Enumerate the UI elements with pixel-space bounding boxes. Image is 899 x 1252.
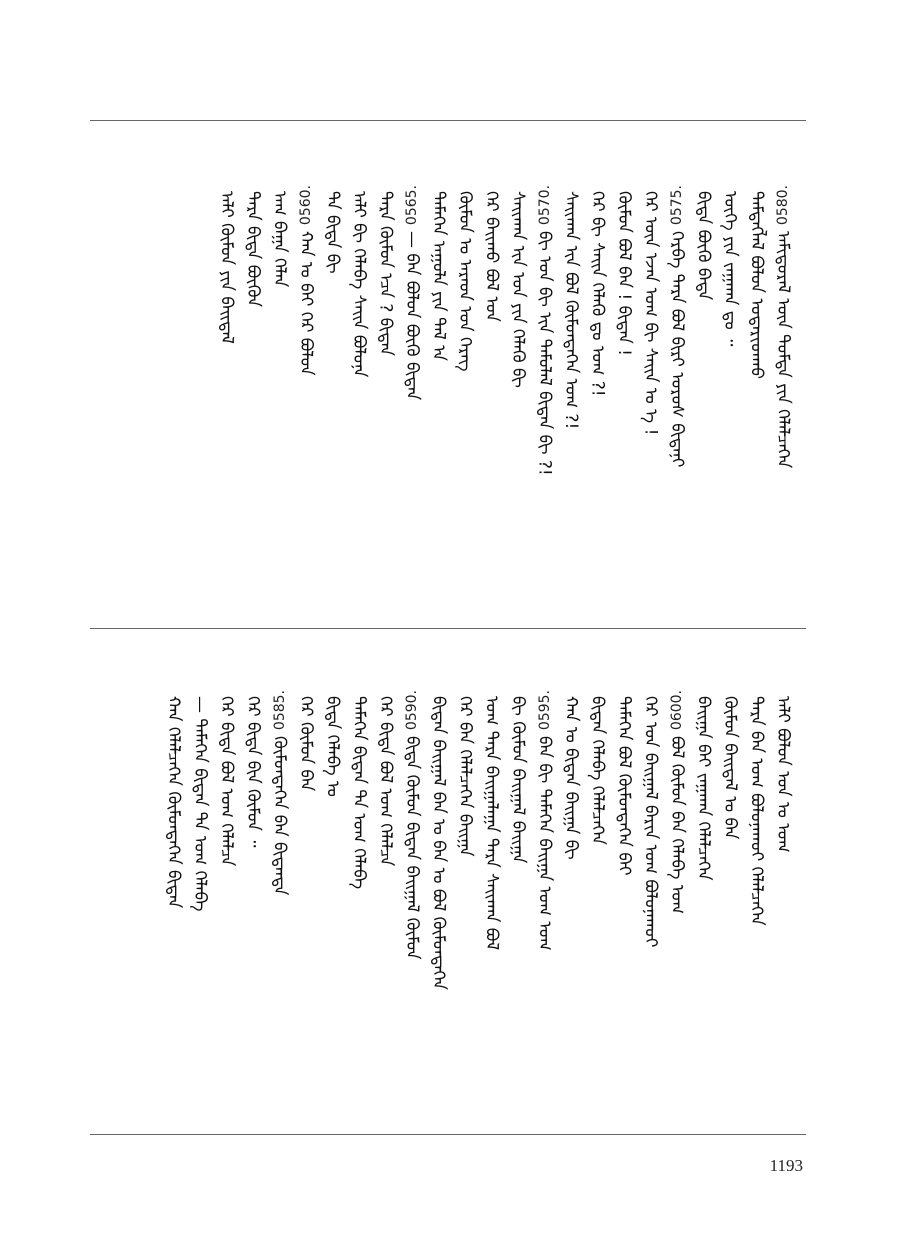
verse-line bbox=[585, 690, 611, 1110]
verse-line bbox=[346, 690, 372, 1110]
line-number: 0570. bbox=[536, 185, 553, 226]
verse-line bbox=[373, 690, 399, 1110]
middle-rule bbox=[90, 628, 806, 629]
verse-line bbox=[214, 690, 240, 1110]
line-number: 0575. bbox=[669, 185, 685, 226]
verse-line bbox=[426, 690, 452, 1110]
line-number: 0600. bbox=[669, 690, 685, 731]
top-rule bbox=[90, 120, 806, 121]
verse-line bbox=[505, 185, 531, 605]
verse-line bbox=[399, 690, 425, 1110]
verse-line bbox=[452, 690, 478, 1110]
verse-line bbox=[373, 185, 399, 605]
verse-line bbox=[161, 690, 187, 1110]
verse-text: ᠪᠢᠳᠡ ᠪᠦᠬᠦ ᠪᠠᠳᠠ bbox=[693, 191, 714, 301]
verse-text: ᠠᠯᠢ ᠬᠦᠮᠦᠨ ᠶᠢᠨ ᠪᠠᠢᠳᠠᠯ bbox=[216, 191, 237, 344]
verse-line bbox=[293, 185, 319, 605]
verse-line bbox=[744, 690, 770, 1110]
verse-text: ᠪᠢᠳᠡᠨ ᠬᠡᠯᠡᠪᠡ ᠬᠡᠯᠡᠯᠴᠡᠭᠡᠨ bbox=[587, 696, 608, 845]
verse-text: ᠪᠣᠯ ᠬᠦᠮᠦᠨ ᠪᠠᠨ ᠬᠡᠯᠡᠪᠡ ᠤᠬ bbox=[667, 736, 687, 915]
verse-text: ᠬᠡᠷᠪᠡ ᠲᠡᠷᠡ ᠪᠣᠯ ᠪᠢᠷᠢ ᠤᠷᠤᠰ ᠪᠢᠳᠡᠨᠢ bbox=[667, 231, 687, 468]
verse-line bbox=[479, 185, 505, 605]
bottom-rule bbox=[90, 1134, 806, 1135]
verse-text: — ᠲᠡᠮᠡᠭᠡᠨ ᠪᠢᠳᠡᠨ ᠲᠡ ᠤᠬ ᠬᠡᠯᠡᠪᠡ bbox=[190, 696, 210, 912]
line-number: 0595. bbox=[536, 690, 553, 731]
verse-line bbox=[611, 185, 637, 605]
verse-text: ᠪᠠᠢᠭᠠ ᠪᠠᠢ ᠵᠠᠭᠠᠬᠠ ᠬᠡᠯᠡᠯᠴᠡᠭᠡᠨ bbox=[693, 696, 714, 881]
verse-line bbox=[293, 690, 319, 1110]
verse-line bbox=[346, 185, 372, 605]
line-number: 0580. bbox=[775, 185, 791, 226]
verse-text: ᠬᠦᠮᠦᠨ ᠤ ᠠᠷᠠᠳ ᠤᠨ ᠬᠡᠷᠡᠭ bbox=[455, 191, 475, 372]
verse-text: ᠭᠡᠷ ᠤᠨ ᠪᠠᠢᠭᠠᠯ ᠪᠠᠷᠢᠨ ᠤᠬ ᠪᠣᠯᠤᠨᠠᠬᠤᠢ bbox=[640, 696, 661, 948]
verse-line bbox=[532, 690, 558, 1110]
verse-text: ᠭᠡᠷ ᠪᠢᠳᠡ ᠪᠣᠯ ᠤᠬ ᠬᠡᠯᠡᠯᠴᠡ bbox=[216, 696, 237, 867]
verse-text: ᠤᠬ ᠲᠡᠷᠡ ᠪᠠᠢᠭᠠᠯᠠᠭᠠ ᠲᠡᠷᠡ ᠰᠠᠢᠬᠠᠨ ᠪᠣᠯ bbox=[481, 696, 502, 951]
verse-text: ᠲᠡᠷᠡ ᠪᠢᠳᠡ ᠪᠦᠬᠦᠨ bbox=[243, 191, 263, 308]
verse-text: ᠭᠡᠷ ᠪᠢᠳᠡ ᠪᠣᠯ ᠤᠬ ᠬᠡᠯᠡᠯᠴᠡ bbox=[375, 696, 396, 867]
verse-line bbox=[691, 185, 717, 605]
verse-line bbox=[479, 690, 505, 1110]
verse-line bbox=[505, 690, 531, 1110]
verse-line bbox=[532, 185, 558, 605]
verse-line bbox=[770, 185, 796, 605]
verse-line bbox=[426, 185, 452, 605]
verse-text: ᠬᠠᠨ ᠬᠡᠯᠡᠯᠴᠡᠭᠡᠨ ᠬᠦᠮᠦᠨᠳᠡᠭᠡᠨ ᠪᠢᠳᠡᠨ bbox=[163, 696, 184, 909]
verse-text: ᠬᠦᠮᠦᠨ ᠪᠣᠯ ᠪᠠᠨ ! ᠪᠢᠳᠡᠨ ! bbox=[614, 191, 634, 356]
verse-line bbox=[558, 690, 584, 1110]
verse-text: ᠲᠡᠮᠡᠭᠡᠨ ᠠᠭᠤᠯᠠ ᠶᠢᠨ ᠲᠠᠯ ᠠ bbox=[428, 191, 449, 361]
verse-text: ᠦᠭᠡ ᠶᠢᠨ ᠵᠠᠭᠠᠬᠠ ᠳᠤ ᠃ bbox=[720, 191, 740, 347]
verse-text: ᠪᠢ ᠤᠨ ᠪᠢ ᠢᠨ ᠲᠡᠮᠦᠯᠡᠯ ᠪᠢᠳᠡᠨ ᠪᠢ ?! bbox=[534, 231, 555, 476]
verse-line bbox=[187, 690, 213, 1110]
verse-text: ᠪᠢᠳᠡ ᠬᠡᠯᠡᠪᠡ ᠤ bbox=[322, 696, 343, 797]
verse-line bbox=[267, 690, 293, 1110]
line-number: 0560. bbox=[298, 185, 314, 226]
verse-text: ᠬᠦᠮᠦᠨ ᠪᠠᠢᠳᠠᠯ ᠤ ᠪᠠᠨ bbox=[720, 696, 740, 840]
verse-text: ᠠᠮᠢᠳᠤᠷᠠᠯ ᠦᠨ ᠳᠤᠮᠳᠠ ᠶᠢᠨ ᠬᠡᠯᠡᠯᠴᠡᠭᠡᠨ bbox=[773, 231, 793, 469]
verse-text: ᠪᠢᠳᠡᠨ ᠪᠠᠢᠭᠠᠯ ᠪᠠᠨ ᠤ ᠪᠠᠨ ᠤ ᠪᠣᠯ ᠬᠦᠮᠦᠨᠳᠡᠭᠡᠨ bbox=[428, 696, 449, 990]
page-number: 1193 bbox=[769, 1156, 803, 1175]
verse-text: ᠭᠡᠷ ᠪᠠᠨ ᠬᠡᠯᠡᠯᠴᠡᠭᠡᠨ ᠪᠠᠢᠭᠠ bbox=[455, 696, 475, 857]
verse-text: ᠪᠢᠳᠡ ᠬᠦᠮᠦᠨ ᠪᠢᠳᠡᠨ ᠪᠠᠢᠭᠠᠯ ᠬᠦᠮᠦᠨ bbox=[402, 736, 422, 960]
verse-line bbox=[717, 690, 743, 1110]
verse-text: ᠰᠠᠢᠬᠠᠨ ᠢᠨ ᠤᠨ ᠶᠢᠨ ᠬᠡᠯᠡᠬᠦ ᠪᠢ bbox=[508, 191, 528, 388]
verse-line bbox=[267, 185, 293, 605]
verse-line bbox=[717, 185, 743, 605]
verse-line bbox=[664, 690, 690, 1110]
verse-text: ᠭᠡᠷ ᠬᠦᠮᠦᠨ ᠪᠠᠨ bbox=[296, 696, 316, 792]
verse-text: ᠪᠠᠨ ᠪᠢ ᠲᠡᠮᠡᠭᠡᠨ ᠪᠠᠢᠭᠠ ᠤᠬ ᠤᠬ bbox=[534, 736, 555, 951]
verse-text: ᠲᠠ ᠪᠢᠳᠡ ᠪᠢ bbox=[322, 191, 343, 274]
upper-verse-block bbox=[90, 185, 806, 605]
verse-text: ᠬᠦᠮᠦᠨᠳᠡᠭᠡᠨ ᠪᠠᠨ ᠪᠢᠳᠡᠨᠳᠡ bbox=[269, 736, 290, 896]
line-number: 0565. bbox=[404, 185, 420, 226]
verse-text: ᠠᠯᠢ ᠪᠢ ᠬᠡᠯᠡᠪᠡ ᠰᠠᠢᠨ ᠪᠣᠯᠤᠨᠠ bbox=[349, 191, 369, 378]
verse-text: ᠠᠬ ᠪᠠᠭᠠ ᠬᠡᠯᠡᠨ bbox=[269, 191, 290, 288]
line-number: 0590. bbox=[404, 690, 420, 731]
verse-line bbox=[320, 690, 346, 1110]
verse-text: ᠭᠡᠷ ᠪᠠᠢᠬᠤ ᠪᠣᠯ ᠤᠨ bbox=[481, 191, 502, 322]
verse-text: ᠲᠡᠮᠡᠭᠡᠨ ᠪᠣᠯ ᠬᠦᠮᠦᠨᠳᠡᠭᠡᠨ ᠪᠠᠢ bbox=[614, 696, 634, 876]
verse-text: ᠰᠠᠢᠬᠠᠨ ᠢᠨ ᠪᠣᠯ ᠬᠦᠮᠦᠨᠳᠡᠭᠡᠨ ᠤᠬ ?! bbox=[561, 191, 581, 430]
verse-text: ᠭᠡᠷ ᠦᠨ ᠡᠵᠡᠨ ᠤᠭ ᠪᠢ ᠰᠠᠢᠨ ᠤ ᠡ ! bbox=[640, 191, 661, 436]
verse-text: ᠬᠠᠨ ᠤ ᠪᠠᠢ ᠭᠡᠷ ᠪᠣᠯᠤᠨ bbox=[296, 231, 316, 376]
verse-line bbox=[611, 690, 637, 1110]
lower-verse-block bbox=[90, 690, 806, 1110]
verse-line bbox=[744, 185, 770, 605]
verse-text: — ᠪᠠᠨ ᠪᠣᠯᠤᠨ ᠪᠦᠬᠦ ᠪᠢᠳᠡᠨ bbox=[402, 231, 422, 401]
verse-line bbox=[320, 185, 346, 605]
verse-line bbox=[638, 690, 664, 1110]
verse-line bbox=[214, 185, 240, 605]
verse-text: ᠲᠡᠮᠳᠡᠭᠯᠡᠯ ᠪᠣᠯᠤᠨ ᠤᠳᠠᠷᠢᠳᠬᠤ bbox=[746, 191, 767, 380]
verse-line bbox=[638, 185, 664, 605]
verse-line bbox=[770, 690, 796, 1110]
verse-line bbox=[240, 690, 266, 1110]
verse-line bbox=[664, 185, 690, 605]
verse-text: ᠪᠢ ᠬᠦᠮᠦᠨ ᠪᠠᠢᠭᠠᠯ ᠪᠠᠢᠭᠠ bbox=[508, 696, 528, 864]
verse-line bbox=[240, 185, 266, 605]
verse-text: ᠭᠡᠷ ᠪᠢ ᠰᠠᠢᠨ ᠬᠡᠯᠡᠬᠦ ᠳᠤ ᠤᠬ ?! bbox=[587, 191, 608, 397]
verse-text: ᠬᠠᠨ ᠤ ᠪᠢᠳᠡᠨ ᠪᠠᠢᠭᠠ ᠪᠢ bbox=[561, 696, 581, 860]
verse-text: ᠠᠯᠢ ᠪᠣᠯᠤᠨ ᠤᠨ ᠤ ᠤᠬ bbox=[773, 696, 793, 853]
verse-text: ᠲᠡᠮᠡᠭᠡᠨ ᠪᠢᠳᠡᠨ ᠲᠡ ᠤᠬ ᠬᠡᠯᠡᠪᠡ bbox=[349, 696, 369, 890]
verse-line bbox=[691, 690, 717, 1110]
verse-line bbox=[399, 185, 425, 605]
verse-text: ᠲᠡᠷᠡ ᠪᠠᠨ ᠤᠬ ᠪᠣᠯᠤᠨᠠᠬᠤᠢ ᠬᠡᠯᠡᠯᠴᠡᠭᠡᠨ bbox=[746, 696, 767, 926]
line-number: 0585. bbox=[271, 690, 288, 731]
verse-line bbox=[585, 185, 611, 605]
verse-text: ᠲᠡᠷᠡ ᠬᠦᠮᠦᠨ ᠡᠴᠡ ? ᠪᠢᠳᠡᠨ bbox=[375, 191, 396, 356]
verse-line bbox=[452, 185, 478, 605]
verse-line bbox=[558, 185, 584, 605]
verse-text: ᠭᠡᠷ ᠪᠢᠳᠡ ᠪᠢᠨ ᠬᠦᠮᠦᠨ ᠃ bbox=[243, 696, 263, 848]
